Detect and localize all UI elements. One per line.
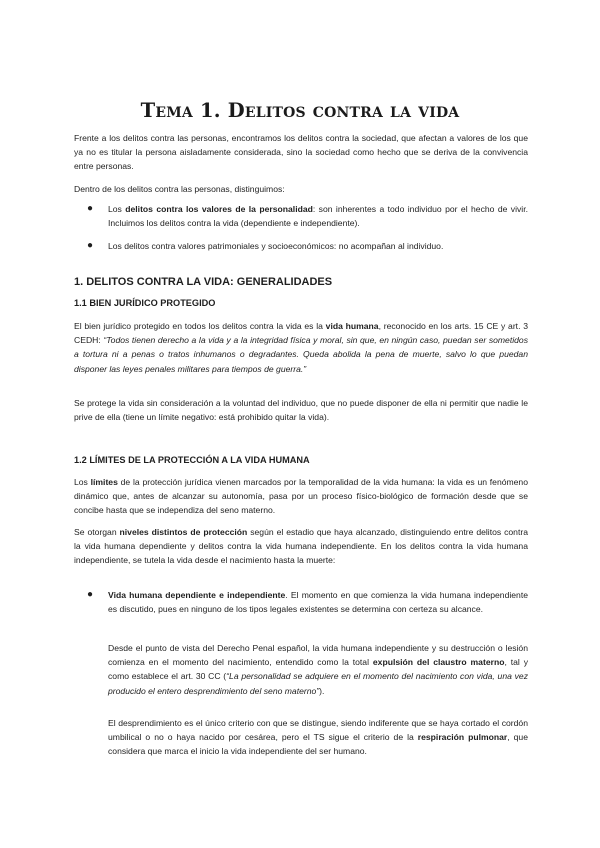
- legal-good-paragraph: [74, 319, 528, 376]
- legal-quote: “La personalidad se adquiere en el momento del nacimiento con vida, una vez producido el entero desprendimiento del seno materno”: [108, 671, 528, 696]
- list-item: [108, 239, 528, 253]
- bullet-icon: ●: [87, 240, 94, 251]
- intro-lead-in: [74, 182, 528, 196]
- bullet-icon: ●: [87, 589, 94, 600]
- paragraph-text: según el estadio que haya alcanzado, distinguiendo entre delitos contra la vida humana dependiente y delitos contra la vida humana independiente. En los delitos contra la vida humana independiente, se tutela la vida desde el nacimiento hasta la muerte:: [74, 527, 528, 566]
- paragraph-text: de la protección jurídica vienen marcados por la temporalidad de la vida humana: la vida es un fenómeno dinámico que, antes de alcanzar su autonomía, pasa por un proceso físico-biológico de formación desde que se concibe hasta que se independiza del seno materno.: [74, 477, 528, 516]
- legal-quote: “Todos tienen derecho a la vida y a la integridad física y moral, sin que, en ningún caso, puedan ser sometidos a tortura ni a penas o tratos inhumanos o degradantes. Queda abolida la pena de muerte, salvo lo que puedan disponer las leyes penales militares para tiempos de guerra.”: [74, 335, 528, 374]
- intro-paragraph: [74, 131, 528, 174]
- paragraph-bold: respiración pulmonar: [417, 732, 508, 743]
- list-item-text: Los: [108, 204, 126, 214]
- bullet-icon: ●: [87, 203, 94, 214]
- paragraph-text: El desprendimiento es el único criterio con que se distingue, siendo indiferente que se haya cortado el cordón umbilical o no o haya nacido por cesárea, pero el TS sigue el criterio de la: [108, 718, 528, 743]
- paragraph-text: , reconocido en los arts. 15 CE y art. 3 CEDH:: [74, 321, 528, 346]
- section-heading: 1. DELITOS CONTRA LA VIDA: GENERALIDADES: [74, 276, 333, 288]
- list-item-bold: delitos contra los valores de la personalidad: [125, 204, 313, 214]
- list-item-paragraph: [108, 641, 528, 698]
- intro-paragraph-text: Frente a los delitos contra las personas, encontramos los delitos contra la sociedad, que afectan a valores de los que ya no es titular la persona aisladamente considerada, sino la sociedad como hecho que se deriva de la convivencia entre personas.: [74, 133, 528, 172]
- page-title: Tema 1. Delitos contra la vida: [140, 99, 460, 122]
- list-item-bold: Vida humana dependiente e independiente: [108, 590, 286, 600]
- list-item: [108, 588, 528, 616]
- list-item-text: Los delitos contra valores patrimoniales y socioeconómicos: no acompañan al individuo.: [108, 241, 444, 251]
- paragraph-bold: límites: [90, 477, 118, 487]
- paragraph-text: Los: [74, 477, 91, 487]
- subsection-heading: 1.2 LÍMITES DE LA PROTECCIÓN A LA VIDA HUMANA: [74, 455, 310, 465]
- paragraph-text: El bien jurídico protegido en todos los delitos contra la vida es la: [74, 321, 326, 331]
- paragraph-text: Se otorgan: [74, 527, 120, 537]
- list-item-text: . El momento en que comienza la vida humana independiente es discutido, pues en ninguno de los tipos legales existentes se determina con certeza su alcance.: [108, 590, 529, 615]
- paragraph-text: , que considera que marca el inicio la vida independiente del ser humano.: [108, 732, 528, 757]
- paragraph-bold: vida humana: [325, 321, 379, 331]
- list-item-paragraph: [108, 716, 528, 759]
- list-item-text: : son inherentes a todo individuo por el hecho de vivir. Incluimos los delitos contra la vida (dependiente e independiente).: [108, 204, 528, 229]
- paragraph-text: Desde el punto de vista del Derecho Penal español, la vida humana independiente y su destrucción o lesión comienza en el momento del nacimiento, entendido como la total: [108, 643, 528, 668]
- list-item: [108, 202, 528, 230]
- paragraph-text: Se protege la vida sin consideración a la voluntad del individuo, que no puede disponer de ella ni permitir que nadie le prive de ella (tiene un límite negativo: está prohibido quitar la vida).: [74, 398, 528, 423]
- paragraph-text: , tal y como establece el art. 30 CC (: [108, 657, 528, 682]
- limits-paragraph: [74, 475, 528, 518]
- intro-lead-in-text: Dentro de los delitos contra las personas, distinguimos:: [74, 184, 285, 194]
- paragraph-text: ).: [319, 685, 325, 696]
- subsection-heading: 1.1 BIEN JURÍDICO PROTEGIDO: [74, 298, 216, 308]
- protection-paragraph: [74, 396, 528, 424]
- levels-paragraph: [74, 525, 528, 568]
- paragraph-bold: niveles distintos de protección: [119, 527, 248, 537]
- paragraph-bold: expulsión del claustro materno: [372, 657, 505, 668]
